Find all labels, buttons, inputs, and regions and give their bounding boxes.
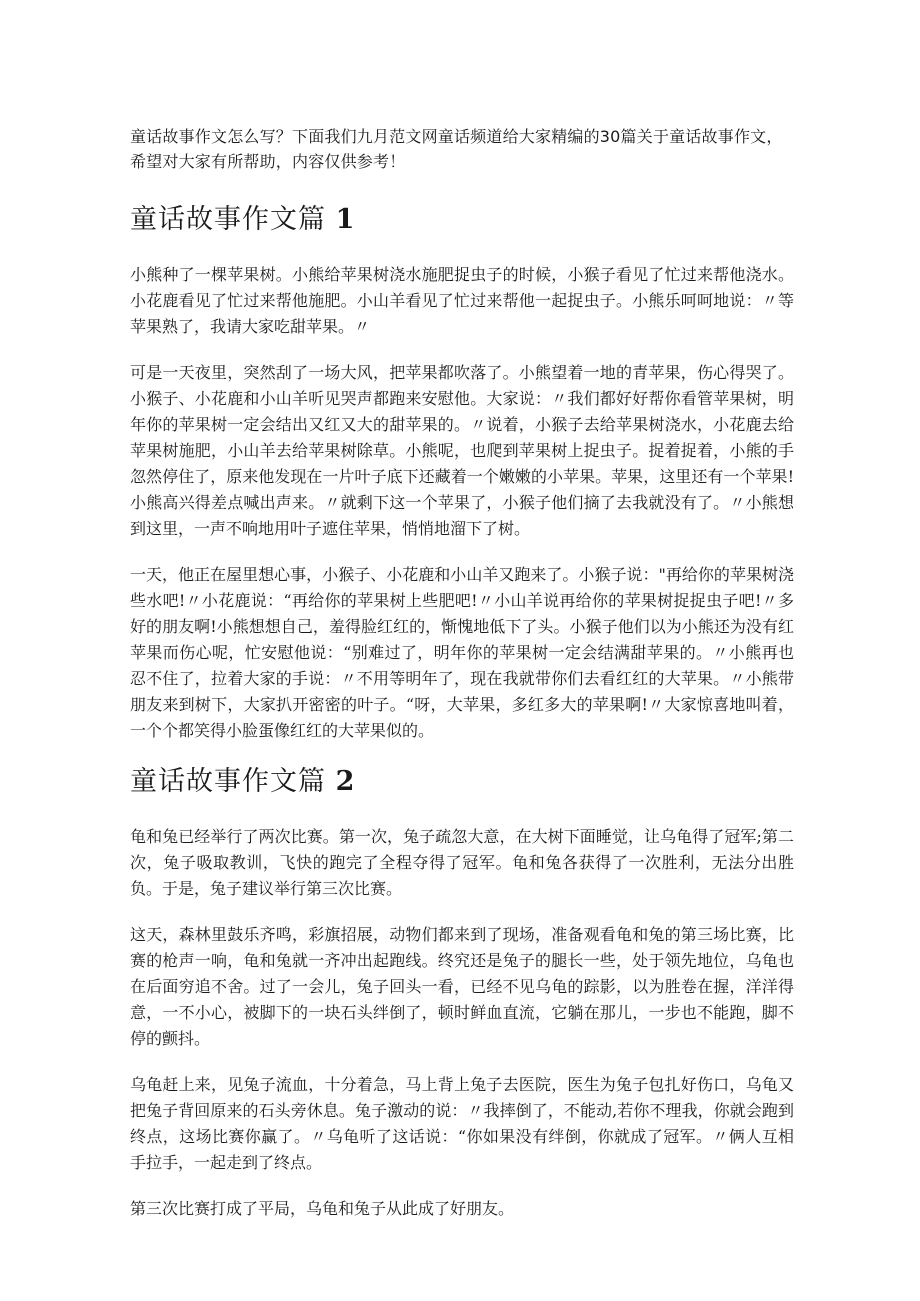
paragraph: 第三次比赛打成了平局，乌龟和兔子从此成了好朋友。 — [130, 1199, 515, 1218]
section-title-text: 童话故事作文篇 — [130, 766, 326, 797]
paragraph: 乌龟赶上来，见兔子流血，十分着急，马上背上兔子去医院，医生为兔子包扎好伤口，乌龟又把兔子背回原来的石头旁休息。兔子激动的说：〃我摔倒了，不能动,若你不理我，你就会跑到终点，这场比赛你赢了。〃乌龟听了这话说：“你如果没有绊倒，你就成了冠军。〃俩人互相手拉手，一起走到了终点。 — [130, 1075, 794, 1172]
paragraph: 一天，他正在屋里想心事，小猴子、小花鹿和小山羊又跑来了。小猴子说："再给你的苹果树浇些水吧!〃小花鹿说：“再给你的苹果树上些肥吧!〃小山羊说再给你的苹果树捉捉虫子吧!〃多好的朋友啊!小熊想想自己，羞得脸红红的，惭愧地低下了头。小猴子他们以为小熊还为没有红苹果而伤心呢，忙安慰他说：“别难过了，明年你的苹果树一定会结满甜苹果的。〃小熊再也忍不住了，拉着大家的手说：〃不用等明年了，现在我就带你们去看红红的大苹果。〃小熊带朋友来到树下，大家扒开密密的叶子。“呀，大苹果，多红多大的苹果啊!〃大家惊喜地叫着，一个个都笑得小脸蛋像红红的大苹果似的。 — [130, 565, 794, 740]
section-title-number: 2 — [335, 766, 356, 797]
section-title-number: 1 — [335, 204, 356, 235]
section-title-text: 童话故事作文篇 — [130, 204, 326, 235]
document-page — [130, 124, 794, 1242]
section-title-2 — [130, 764, 794, 800]
intro-paragraph: 童话故事作文怎么写？下面我们九月范文网童话频道给大家精编的30篇关于童话故事作文，希望对大家有所帮助，内容仅供参考！ — [130, 127, 783, 171]
paragraph: 龟和兔已经举行了两次比赛。第一次，兔子疏忽大意，在大树下面睡觉，让乌龟得了冠军;第二次，兔子吸取教训，飞快的跑完了全程夺得了冠军。龟和兔各获得了一次胜利，无法分出胜负。于是，兔子建议举行第三次比赛。 — [130, 827, 794, 898]
section-title-1 — [130, 202, 794, 238]
paragraph: 这天，森林里鼓乐齐鸣，彩旗招展，动物们都来到了现场，准备观看龟和兔的第三场比赛，比赛的枪声一响，龟和兔就一齐冲出起跑线。终究还是兔子的腿长一些，处于领先地位，乌龟也在后面穷追不舍。过了一会儿，兔子回头一看，已经不见乌龟的踪影，以为胜卷在握，洋洋得意，一不小心，被脚下的一块石头绊倒了，顿时鲜血直流，它躺在那儿，一步也不能跑，脚不停的颤抖。 — [130, 925, 794, 1048]
paragraph: 小熊种了一棵苹果树。小熊给苹果树浇水施肥捉虫子的时候，小猴子看见了忙过来帮他浇水。小花鹿看见了忙过来帮他施肥。小山羊看见了忙过来帮他一起捉虫子。小熊乐呵呵地说：〃等苹果熟了，我请大家吃甜苹果。〃 — [130, 265, 794, 336]
paragraph: 可是一天夜里，突然刮了一场大风，把苹果都吹落了。小熊望着一地的青苹果，伤心得哭了。小猴子、小花鹿和小山羊听见哭声都跑来安慰他。大家说：〃我们都好好帮你看管苹果树，明年你的苹果树一定会结出又红又大的甜苹果的。〃说着，小猴子去给苹果树浇水，小花鹿去给苹果树施肥，小山羊去给苹果树除草。小熊呢，也爬到苹果树上捉虫子。捉着捉着，小熊的手忽然停住了，原来他发现在一片叶子底下还藏着一个嫩嫩的小苹果。苹果，这里还有一个苹果!小熊高兴得差点喊出声来。〃就剩下这一个苹果了，小猴子他们摘了去我就没有了。〃小熊想到这里，一声不响地用叶子遮住苹果，悄悄地溜下了树。 — [130, 363, 794, 538]
